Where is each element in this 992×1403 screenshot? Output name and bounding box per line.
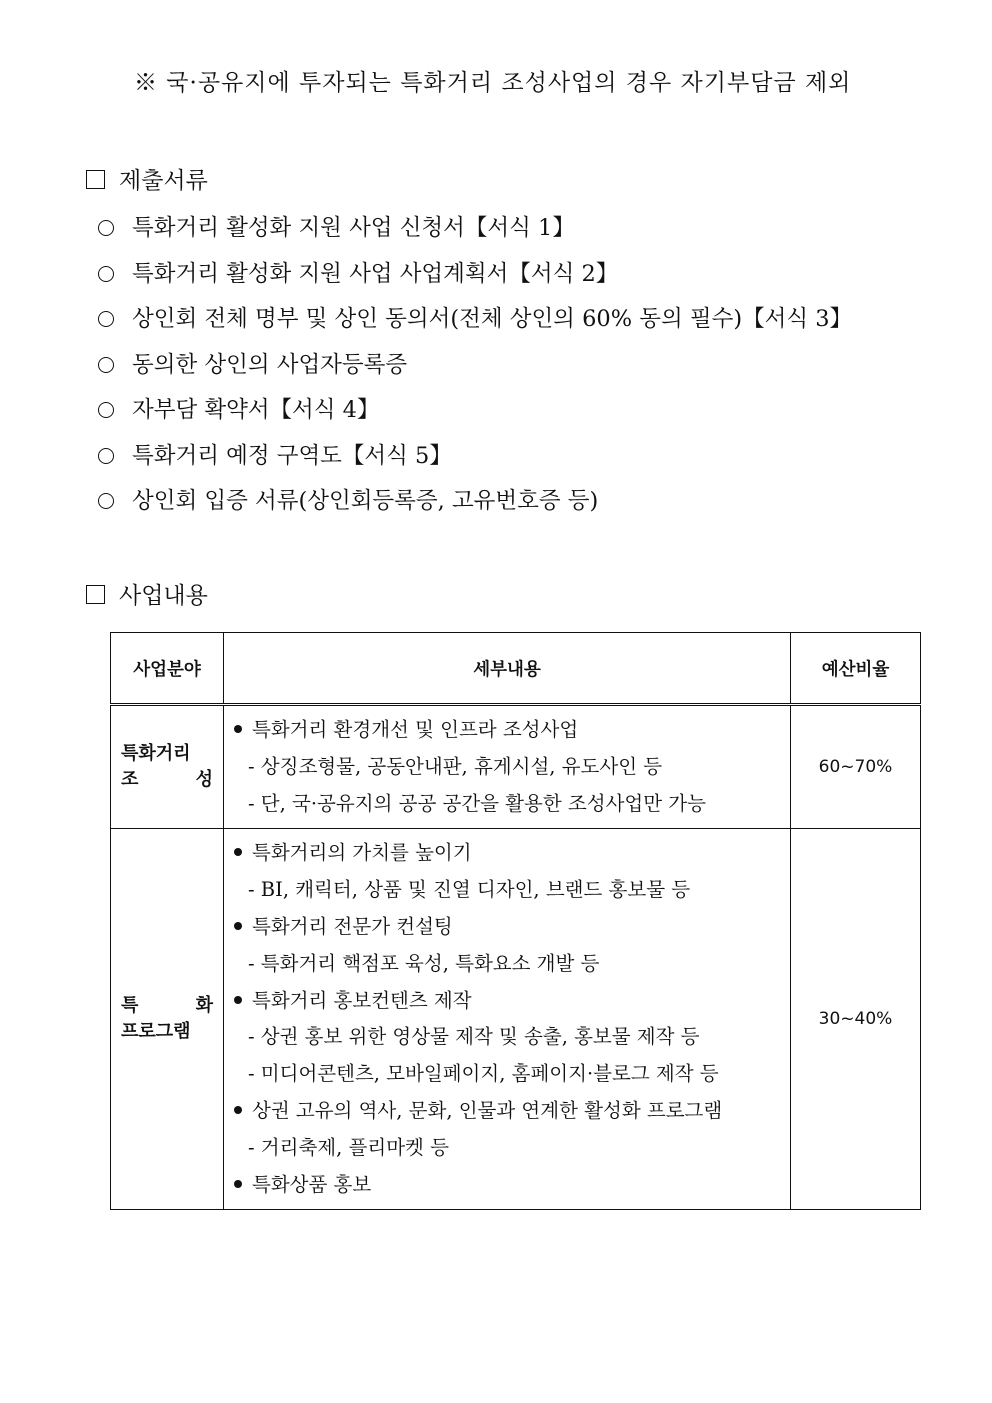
list-item [98,210,852,256]
document-item-text: 특화거리 활성화 지원 사업 신청서【서식 1】 [132,215,575,241]
section-documents-heading [86,162,208,195]
category-line: 조 성 [121,769,213,791]
square-box-icon [86,585,105,604]
list-item [98,483,852,529]
circle-bullet-icon [98,220,114,236]
detail-bullet-item: 특화상품 홍보 [234,1167,786,1204]
category-line: 프로그램 [121,1021,191,1043]
budget-ratio-cell: 30~40% [791,829,921,1210]
detail-sub-item: - 특화거리 핵점포 육성, 특화요소 개발 등 [248,951,600,975]
list-item [98,256,852,302]
detail-bullet-item: 특화거리 환경개선 및 인프라 조성사업 [234,712,786,749]
detail-sub-item: - 상권 홍보 위한 영상물 제작 및 송출, 홍보물 제작 등 [248,1025,700,1049]
category-line: 특화거리 [121,743,191,765]
document-item-text: 특화거리 활성화 지원 사업 사업계획서【서식 2】 [132,260,619,287]
document-item-text: 동의한 상인의 사업자등록증 [132,351,408,378]
detail-bullet-item: 특화거리 홍보컨텐츠 제작 [234,983,786,1020]
detail-sub-item: - 단, 국·공유지의 공공 공간을 활용한 조성사업만 가능 [248,791,706,815]
detail-sub-item: - 거리축제, 플리마켓 등 [248,1135,449,1159]
bullet-dot-icon [234,725,242,733]
detail-sub-item: - BI, 캐릭터, 상품 및 진열 디자인, 브랜드 홍보물 등 [248,878,691,902]
header-category: 사업분야 [111,633,224,705]
table-row [111,705,921,829]
document-item-text: 특화거리 예정 구역도【서식 5】 [132,442,452,469]
circle-bullet-icon [98,448,114,464]
header-details: 세부내용 [224,633,791,705]
detail-sub-item: - 상징조형물, 공동안내판, 휴게시설, 유도사인 등 [248,754,663,778]
square-box-icon [86,170,105,189]
circle-bullet-icon [98,266,114,282]
detail-sub-item: - 미디어콘텐츠, 모바일페이지, 홈페이지·블로그 제작 등 [248,1062,719,1086]
document-item-text: 상인회 전체 명부 및 상인 동의서(전체 상인의 60% 동의 필수)【서식 3】 [132,306,853,332]
circle-bullet-icon [98,402,114,418]
circle-bullet-icon [98,493,114,509]
bullet-dot-icon [234,922,242,930]
table-header-row [111,633,921,705]
table-row [111,829,921,1210]
bullet-dot-icon [234,1106,242,1114]
details-cell [224,829,791,1210]
list-item [98,392,852,438]
bullet-dot-icon [234,1180,242,1188]
detail-bullet-item: 상권 고유의 역사, 문화, 인물과 연계한 활성화 프로그램 [234,1093,786,1130]
header-budget-ratio: 예산비율 [791,633,921,705]
document-item-text: 자부담 확약서【서식 4】 [132,397,380,423]
section-business-title: 사업내용 [119,583,208,609]
category-cell [111,705,224,829]
bullet-dot-icon [234,996,242,1004]
category-cell [111,829,224,1210]
business-content-table [110,632,921,1210]
bullet-dot-icon [234,848,242,856]
detail-bullet-item: 특화거리의 가치를 높이기 [234,835,786,872]
document-item-text: 상인회 입증 서류(상인회등록증, 고유번호증 등) [132,488,599,514]
list-item [98,301,852,347]
category-line: 특 화 [121,995,213,1017]
budget-ratio-cell: 60~70% [791,705,921,829]
details-cell [224,705,791,829]
section-business-heading [86,577,208,610]
section-documents-title: 제출서류 [119,168,208,194]
exemption-note: ※ 국·공유지에 투자되는 특화거리 조성사업의 경우 자기부담금 제외 [134,70,852,96]
list-item [98,347,852,393]
circle-bullet-icon [98,311,114,327]
list-item [98,438,852,484]
detail-bullet-item: 특화거리 전문가 컨설팅 [234,909,786,946]
documents-list [98,210,852,529]
circle-bullet-icon [98,357,114,373]
